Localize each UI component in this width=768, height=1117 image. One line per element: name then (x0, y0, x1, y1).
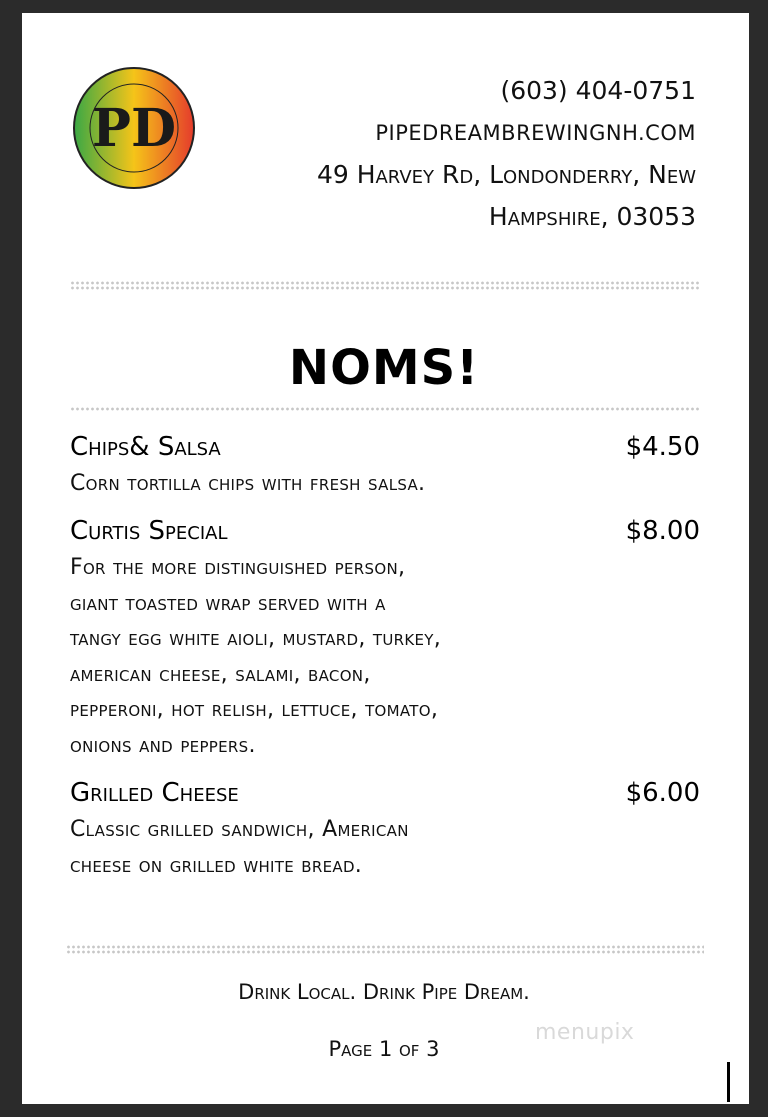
tagline: Drink Local. Drink Pipe Dream. (238, 980, 530, 1004)
edge-mark (727, 1062, 730, 1102)
website-link[interactable]: PIPEDREAMBREWINGNH.COM (375, 121, 696, 145)
address-line-2: Hampshire, 03053 (488, 202, 696, 231)
description-line: onions and peppers. (70, 732, 256, 758)
pipe-dream-logo (72, 66, 196, 190)
item-description (70, 812, 700, 883)
item-name: Grilled Cheese (70, 778, 239, 808)
item-description (70, 550, 700, 763)
item-price: $4.50 (625, 432, 700, 462)
svg-text:PD: PD (91, 98, 177, 159)
item-name: Curtis Special (70, 516, 228, 546)
item-name: Chips& Salsa (70, 432, 221, 462)
address-line-1: 49 Harvey Rd, Londonderry, New (316, 160, 696, 189)
contact-block (317, 70, 696, 238)
description-line: giant toasted wrap served with a (70, 590, 386, 616)
item-price: $6.00 (625, 778, 700, 808)
divider-title (70, 407, 700, 411)
description-line: Classic grilled sandwich, American (70, 817, 409, 842)
description-line: For the more distinguished person, (70, 555, 406, 580)
description-line: cheese on grilled white bread. (70, 852, 363, 878)
menu-item (70, 430, 700, 502)
page-number: Page 1 of 3 (328, 1037, 440, 1061)
divider-top (70, 281, 700, 290)
menu-item (70, 514, 700, 763)
description-line: Corn tortilla chips with fresh salsa. (70, 471, 426, 496)
item-price: $8.00 (625, 516, 700, 546)
divider-bottom (66, 945, 704, 954)
item-description (70, 466, 700, 502)
section-title: NOMS! (288, 340, 480, 396)
watermark: menupix (535, 1020, 635, 1045)
description-line: tangy egg white aioli, mustard, turkey, (70, 626, 442, 651)
phone-number: (603) 404-0751 (500, 76, 696, 105)
description-line: american cheese, salami, bacon, (70, 661, 371, 687)
description-line: pepperoni, hot relish, lettuce, tomato, (70, 697, 439, 722)
menu-item (70, 776, 700, 883)
